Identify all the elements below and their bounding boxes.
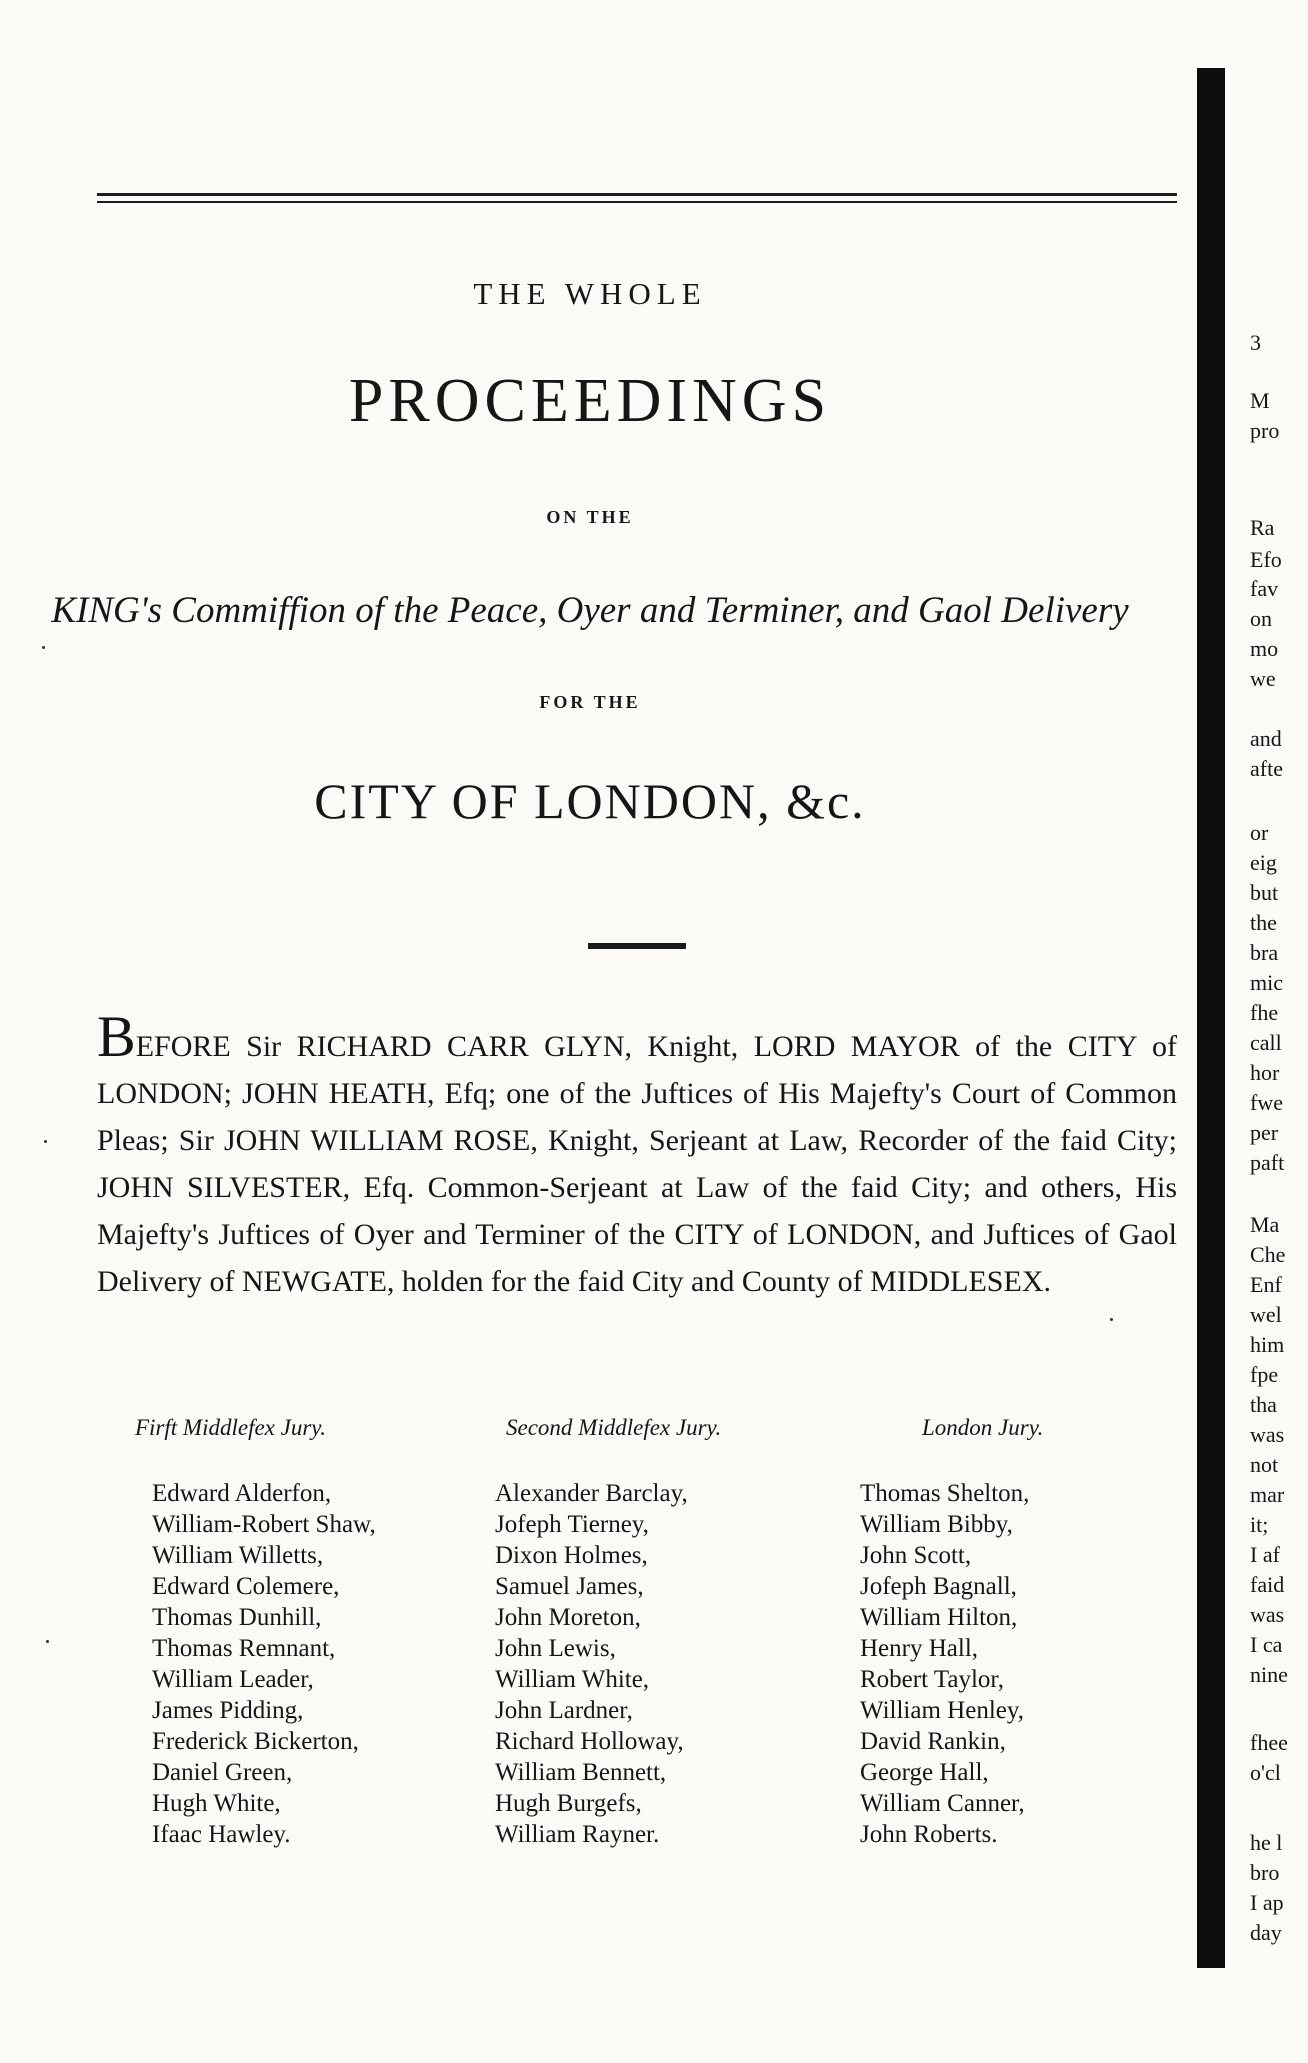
next-page-fragment: fav: [1250, 576, 1279, 601]
next-page-fragment: bro: [1250, 1860, 1280, 1885]
next-page-fragment: him: [1250, 1332, 1285, 1357]
juror: William Hilton,: [860, 1604, 1018, 1631]
next-page-fragment: fhee: [1250, 1730, 1288, 1755]
juror: Thomas Shelton,: [860, 1480, 1030, 1507]
next-page-fragment: I ap: [1250, 1890, 1284, 1915]
juror: Alexander Barclay,: [495, 1480, 688, 1507]
next-page-fragment: he l: [1250, 1830, 1283, 1855]
next-page-fragment: on: [1250, 606, 1272, 631]
next-page-fragment: M: [1250, 388, 1270, 413]
next-page-fragment: but: [1250, 880, 1279, 905]
juror: James Pidding,: [152, 1697, 304, 1724]
next-page-fragment: we: [1250, 666, 1276, 691]
next-page-fragment: faid: [1250, 1572, 1285, 1597]
top-double-rule-lower: [97, 201, 1177, 203]
heading-proceedings: PROCEEDINGS: [348, 367, 832, 435]
juror: John Moreton,: [495, 1604, 641, 1631]
juror: Hugh White,: [152, 1790, 281, 1817]
juror: William Bennett,: [495, 1759, 667, 1786]
juror: Richard Holloway,: [495, 1728, 684, 1755]
next-page-fragment: mar: [1250, 1482, 1285, 1507]
next-page-fragment: per: [1250, 1120, 1279, 1145]
next-page-fragment: Ma: [1250, 1212, 1280, 1237]
next-page-fragment: hor: [1250, 1060, 1280, 1085]
jury-list-london: [860, 1478, 1029, 1850]
next-page-fragment: wel: [1250, 1302, 1282, 1327]
jury-title-second-middlesex: Second Middlefex Jury.: [506, 1415, 722, 1440]
juror: Jofeph Tierney,: [495, 1511, 649, 1538]
next-page-fragment: was: [1250, 1602, 1285, 1627]
next-page-fragment: fhe: [1250, 1000, 1279, 1025]
next-page-fragment: I ca: [1250, 1632, 1283, 1657]
next-page-fragment: bra: [1250, 940, 1279, 965]
next-page-fragment: day: [1250, 1920, 1282, 1945]
intro-paragraph: [97, 1004, 1177, 1305]
juror: John Scott,: [860, 1542, 972, 1569]
juror: William White,: [495, 1666, 650, 1693]
heading-city-of-london: CITY OF LONDON, &c.: [314, 773, 866, 829]
heading-the-whole: THE WHOLE: [473, 276, 707, 311]
juror: Thomas Dunhill,: [152, 1604, 322, 1631]
juror: William Willetts,: [152, 1542, 324, 1569]
juror: William Rayner.: [495, 1821, 660, 1848]
juror: Dixon Holmes,: [495, 1542, 648, 1569]
drop-cap: B: [97, 1004, 136, 1069]
jury-title-first-middlesex: Firft Middlefex Jury.: [135, 1415, 326, 1440]
next-page-fragment: mic: [1250, 970, 1283, 995]
next-page-fragment: afte: [1250, 756, 1283, 781]
next-page-fragment: fpe: [1250, 1362, 1279, 1387]
next-page-fragment: Ra: [1250, 515, 1275, 540]
juror: John Lardner,: [495, 1697, 633, 1724]
jury-list-first-middlesex: [152, 1478, 376, 1850]
next-page-fragment: pro: [1250, 418, 1280, 443]
next-page-fragment: Efo: [1250, 547, 1282, 572]
heading-commission: KING's Commiffion of the Peace, Oyer and Terminer, and Gaol Delivery: [51, 590, 1129, 631]
top-double-rule: [97, 193, 1177, 196]
heading-for-the: FOR THE: [539, 692, 641, 712]
juror: Hugh Burgefs,: [495, 1790, 642, 1817]
next-page-fragment: I af: [1250, 1542, 1280, 1567]
juror: Edward Colemere,: [152, 1573, 340, 1600]
next-page-fragment: eig: [1250, 850, 1277, 875]
juror: Robert Taylor,: [860, 1666, 1004, 1693]
next-page-fragment: it;: [1250, 1512, 1269, 1537]
juror: Henry Hall,: [860, 1635, 979, 1662]
next-page-fragment: the: [1250, 910, 1277, 935]
next-page-fragment: Che: [1250, 1242, 1286, 1267]
juror: George Hall,: [860, 1759, 989, 1786]
juror: William Bibby,: [860, 1511, 1013, 1538]
juror: Frederick Bickerton,: [152, 1728, 359, 1755]
juror: Samuel James,: [495, 1573, 644, 1600]
next-page-fragment: call: [1250, 1030, 1282, 1055]
next-page-fragment: mo: [1250, 636, 1279, 661]
juror: David Rankin,: [860, 1728, 1006, 1755]
jury-title-london: London Jury.: [922, 1415, 1044, 1440]
next-page-fragment: and: [1250, 726, 1282, 751]
heading-on-the: ON THE: [546, 507, 634, 527]
next-page-fragment: paft: [1250, 1150, 1285, 1175]
next-page-fragment: nine: [1250, 1662, 1288, 1687]
section-divider: [588, 943, 686, 949]
jury-list-second-middlesex: [495, 1478, 688, 1850]
juror: John Roberts.: [860, 1821, 998, 1848]
intro-text: EFORE Sir RICHARD CARR GLYN, Knight, LORD MAYOR of the CITY of LONDON; JOHN HEATH, Efq; one of the Juftices of His Majefty's Court of Common Pleas; Sir JOHN WILLIAM ROSE, Knight, Serjeant at Law, Recorder of the faid City; JOHN SILVESTER, Efq. Common-Serjeant at Law of the faid City; and others, His Majefty's Juftices of Oyer and Terminer of the CITY of LONDON, and Juftices of Gaol Delivery of NEWGATE, holden for the faid City and County of MIDDLESEX.: [97, 1030, 1177, 1298]
juror: William-Robert Shaw,: [152, 1511, 376, 1538]
juror: Ifaac Hawley.: [152, 1821, 291, 1848]
juror: Thomas Remnant,: [152, 1635, 336, 1662]
juror: William Canner,: [860, 1790, 1025, 1817]
juror: Jofeph Bagnall,: [860, 1573, 1017, 1600]
binding-shadow: [1197, 68, 1225, 1968]
scan-speck: [42, 646, 45, 649]
next-page-fragment: not: [1250, 1452, 1279, 1477]
next-page-fragments: [1250, 0, 1308, 2063]
juror: Edward Alderfon,: [152, 1480, 332, 1507]
juror: William Henley,: [860, 1697, 1024, 1724]
next-page-fragment: 3: [1250, 330, 1261, 355]
scan-speck: [44, 1140, 47, 1143]
juror: William Leader,: [152, 1666, 314, 1693]
next-page-fragment: tha: [1250, 1392, 1277, 1417]
juror: Daniel Green,: [152, 1759, 293, 1786]
juror: John Lewis,: [495, 1635, 616, 1662]
next-page-fragment: or: [1250, 820, 1269, 845]
next-page-fragment: o'cl: [1250, 1760, 1281, 1785]
scan-speck: [46, 1640, 49, 1643]
next-page-fragment: fwe: [1250, 1090, 1283, 1115]
scan-speck: [1110, 1318, 1113, 1321]
next-page-fragment: Enf: [1250, 1272, 1282, 1297]
next-page-fragment: was: [1250, 1422, 1285, 1447]
